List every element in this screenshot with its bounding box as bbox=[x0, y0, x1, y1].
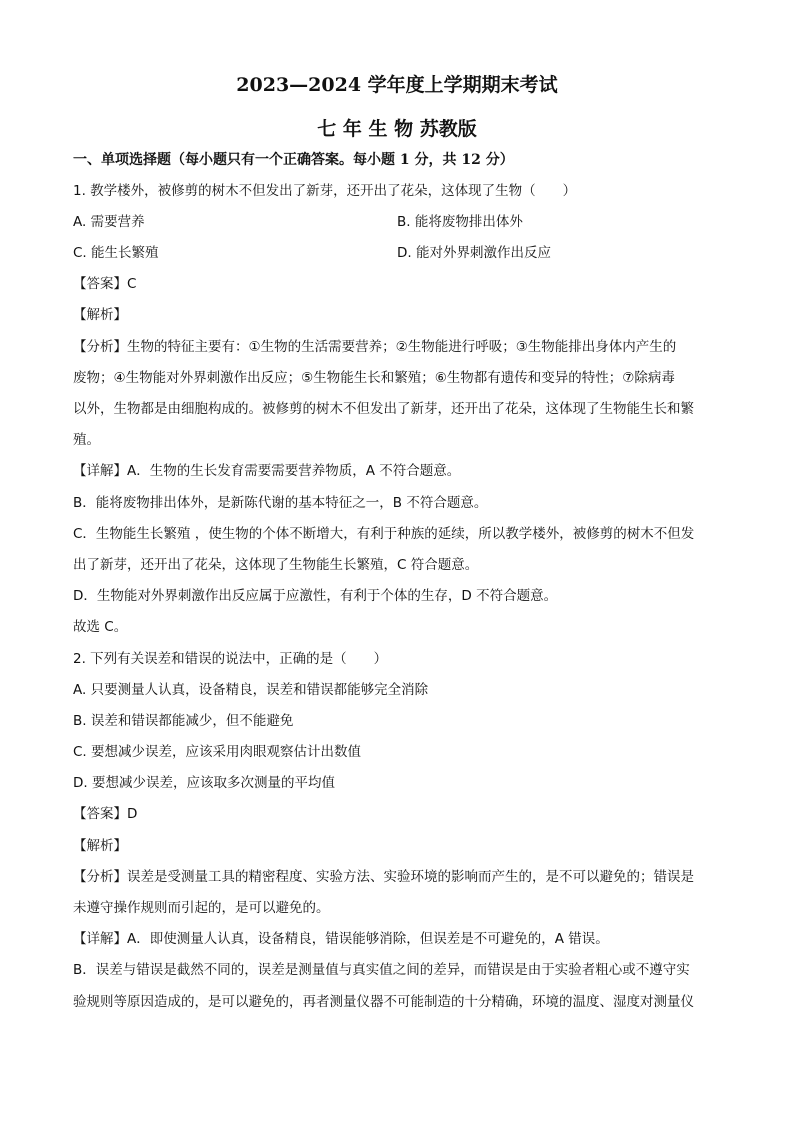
question-1-stem: 1. 教学楼外，被修剪的树木不但发出了新芽，还开出了花朵，这体现了生物（ ） bbox=[73, 183, 577, 199]
question-1-option-c: C. 能生长繁殖 bbox=[73, 245, 159, 261]
question-2-fenxi-line: 【分析】误差是受测量工具的精密程度、实验方法、实验环境的影响而产生的，是不可以避免的；错误是 bbox=[73, 869, 694, 885]
question-1-conclusion: 故选 C。 bbox=[73, 619, 128, 635]
question-1-option-a: A. 需要营养 bbox=[73, 214, 145, 230]
question-1-option-d: D. 能对外界刺激作出反应 bbox=[397, 245, 551, 261]
question-2-answer: 【答案】D bbox=[73, 806, 138, 822]
question-2-fenxi-line: 未遵守操作规则而引起的，是可以避免的。 bbox=[73, 900, 330, 916]
question-2-option-c: C. 要想减少误差，应该采用肉眼观察估计出数值 bbox=[73, 744, 362, 760]
question-1-xiangjie-line: C．生物能生长繁殖 ，使生物的个体不断增大，有利于种族的延续，所以教学楼外，被修剪的树木不但发 bbox=[73, 526, 695, 542]
question-1-fenxi-line: 废物；④生物能对外界刺激作出反应；⑤生物能生长和繁殖；⑥生物都有遗传和变异的特性；⑦除病毒 bbox=[73, 370, 675, 386]
section-heading: 一、单项选择题（每小题只有一个正确答案。每小题 1 分，共 12 分） bbox=[73, 152, 514, 168]
question-1-fenxi-line: 【分析】生物的特征主要有：①生物的生活需要营养；②生物能进行呼吸；③生物能排出身体内产生的 bbox=[73, 339, 677, 355]
question-1-answer: 【答案】C bbox=[73, 276, 137, 292]
question-2-option-b: B. 误差和错误都能减少，但不能避免 bbox=[73, 713, 294, 729]
question-1-xiangjie-line: D．生物能对外界刺激作出反应属于应激性，有利于个体的生存，D 不符合题意。 bbox=[73, 588, 558, 604]
question-2-option-d: D. 要想减少误差，应该取多次测量的平均值 bbox=[73, 775, 335, 791]
question-2-option-a: A. 只要测量人认真，设备精良，误差和错误都能够完全消除 bbox=[73, 682, 429, 698]
question-1-analysis-label: 【解析】 bbox=[73, 307, 127, 323]
question-1-xiangjie-line: 出了新芽，还开出了花朵，这体现了生物能生长繁殖，C 符合题意。 bbox=[73, 557, 479, 573]
page-title: 2023—2024 学年度上学期期末考试 bbox=[236, 74, 558, 96]
question-1-option-b: B. 能将废物排出体外 bbox=[397, 214, 523, 230]
question-2-xiangjie-line: 【详解】A．即使测量人认真，设备精良，错误能够消除，但误差是不可避免的，A 错误。 bbox=[73, 931, 609, 947]
question-1-xiangjie-line: 【详解】A．生物的生长发育需要需要营养物质，A 不符合题意。 bbox=[73, 463, 461, 479]
question-2-xiangjie-line: B．误差与错误是截然不同的，误差是测量值与真实值之间的差异，而错误是由于实验者粗心或不遵守实 bbox=[73, 962, 690, 978]
page-subtitle: 七 年 生 物 苏教版 bbox=[317, 118, 477, 140]
question-2-xiangjie-line: 验规则等原因造成的，是可以避免的，再者测量仪器不可能制造的十分精确，环境的温度、湿度对测量仪 bbox=[73, 994, 694, 1010]
question-1-fenxi-line: 以外，生物都是由细胞构成的。被修剪的树木不但发出了新芽，还开出了花朵，这体现了生物能生长和繁 bbox=[73, 401, 694, 417]
question-2-stem: 2. 下列有关误差和错误的说法中，正确的是（ ） bbox=[73, 651, 388, 667]
question-1-fenxi-line: 殖。 bbox=[73, 432, 100, 448]
question-1-xiangjie-line: B．能将废物排出体外，是新陈代谢的基本特征之一，B 不符合题意。 bbox=[73, 495, 488, 511]
question-2-analysis-label: 【解析】 bbox=[73, 838, 127, 854]
